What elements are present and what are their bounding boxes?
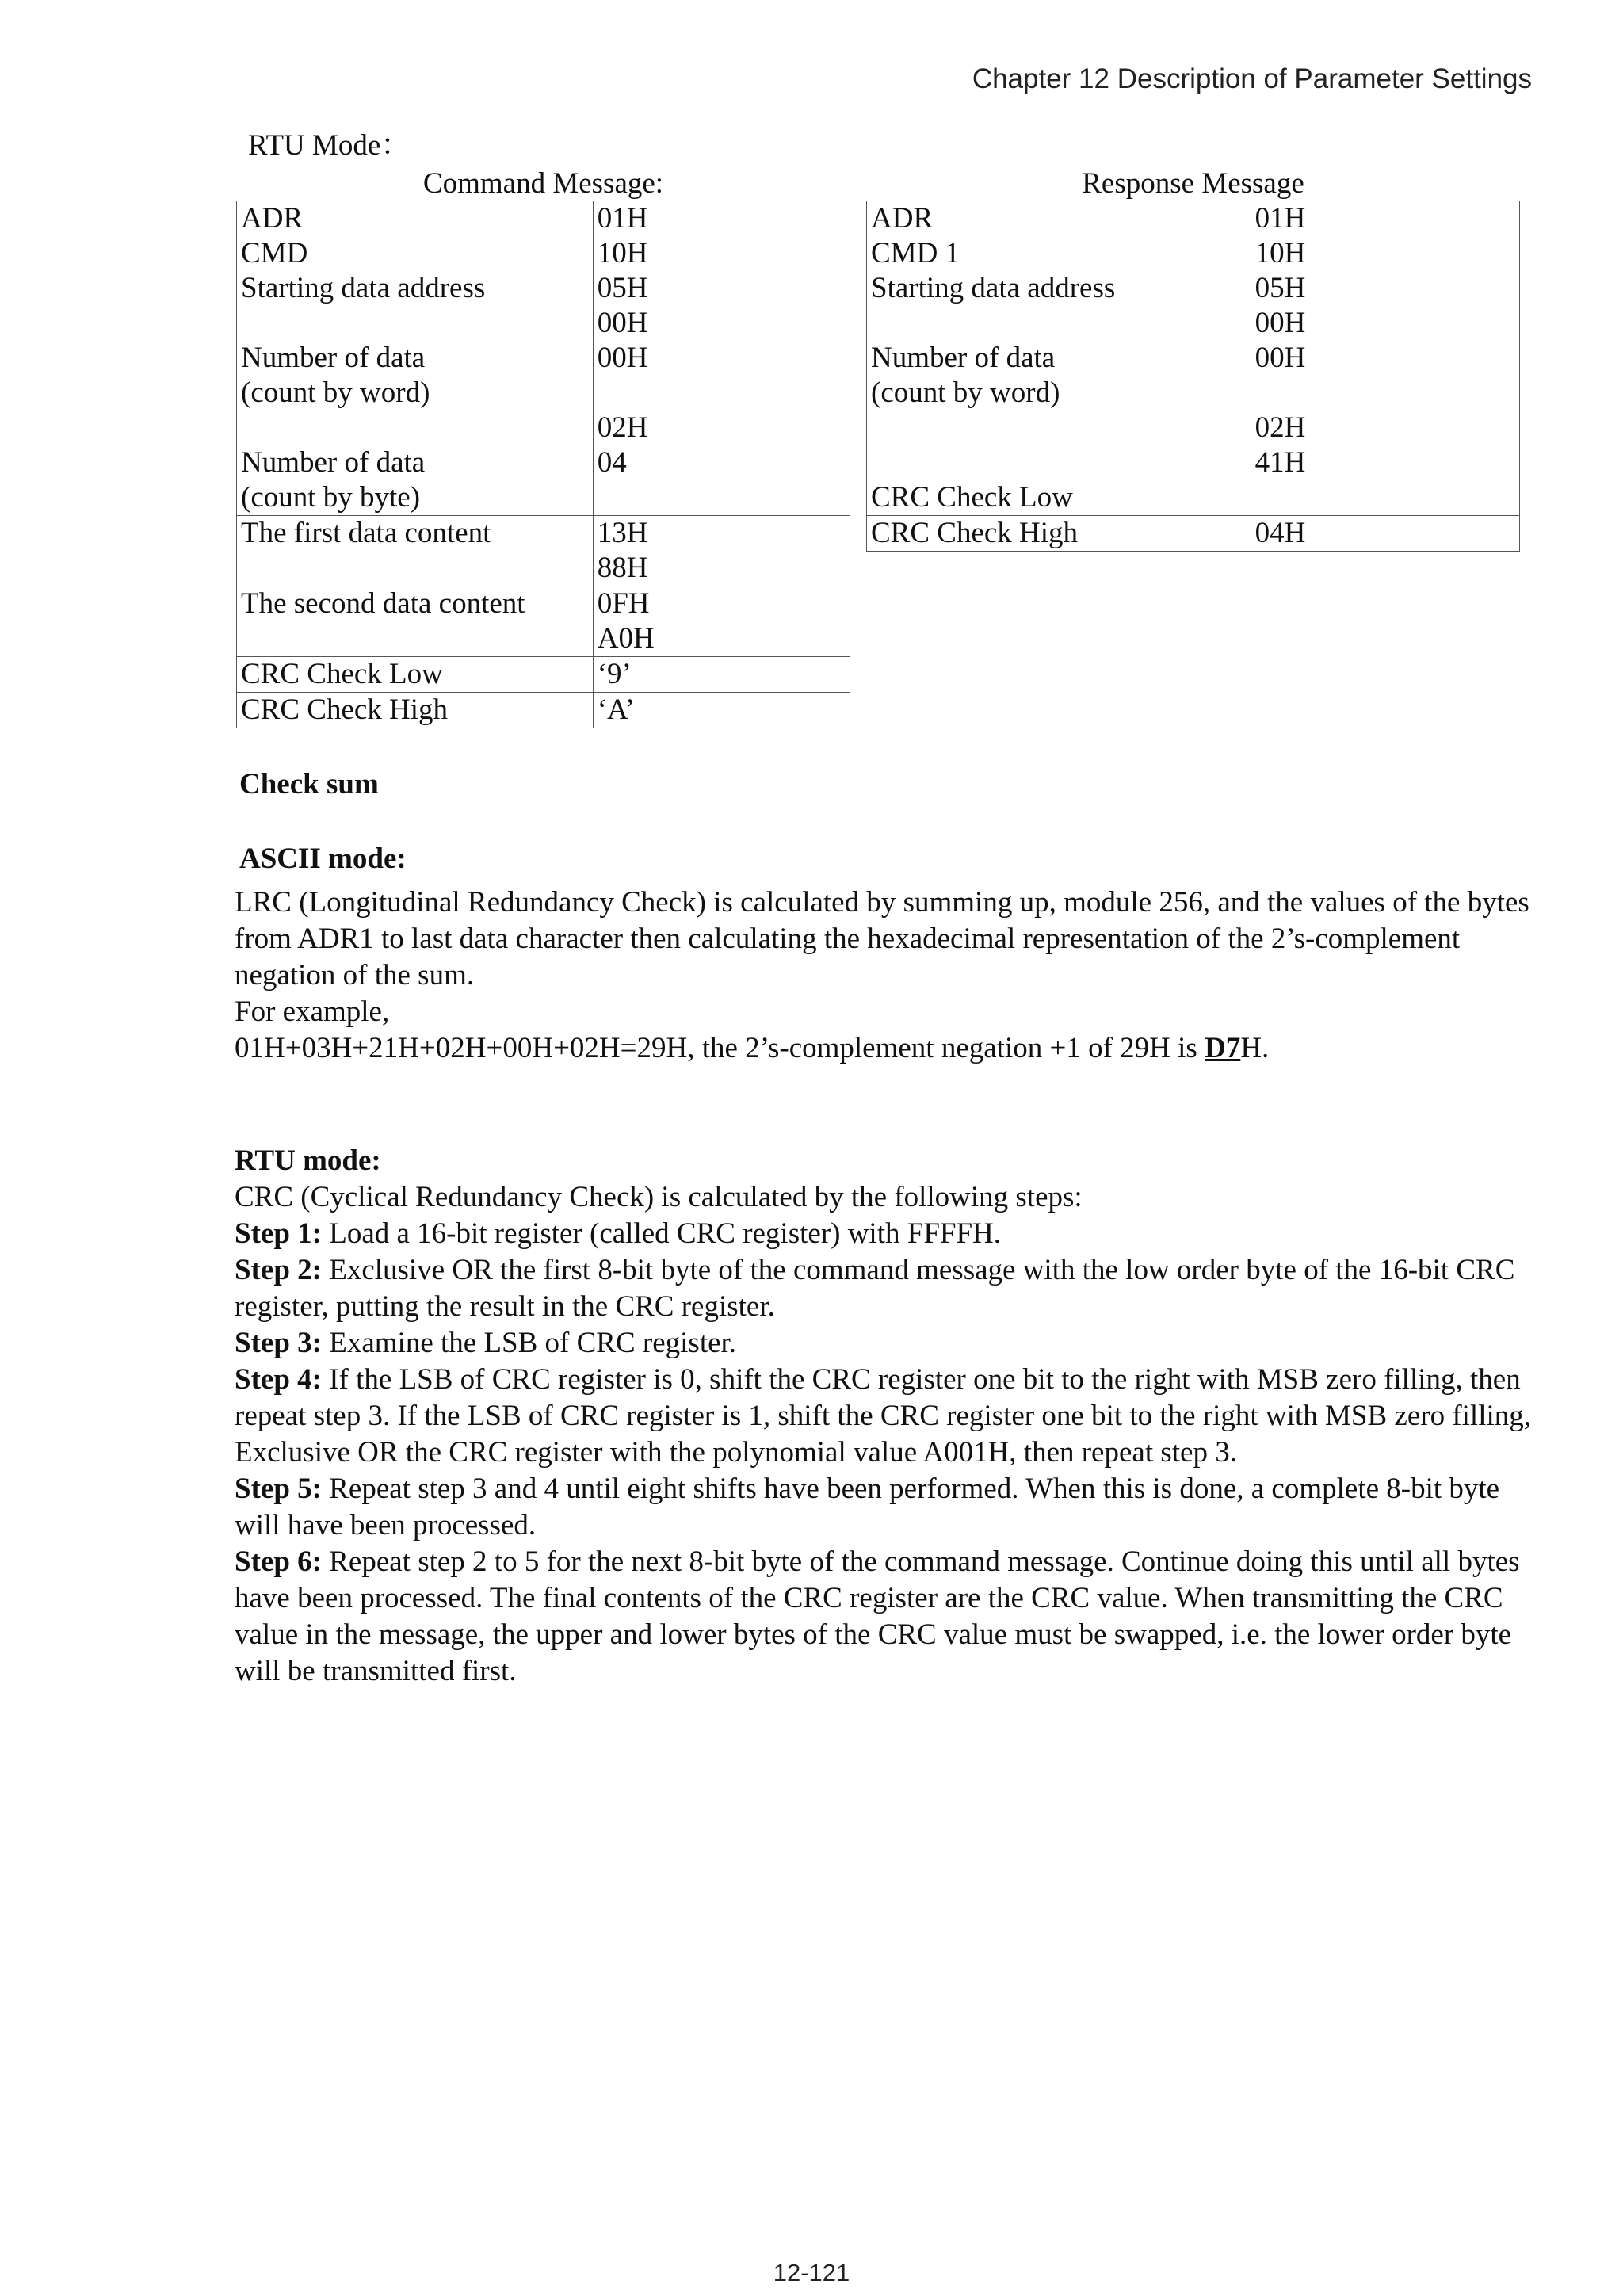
crc-step-text: Exclusive OR the first 8-bit byte of the command message with the low order byte of the 16-bit CRC register, putting the result in the CRC register. (235, 1254, 1515, 1323)
crc-step-label: Step 3: (235, 1327, 322, 1359)
command-field-line: The first data content (241, 517, 491, 549)
response-field-line: Starting data address (871, 272, 1116, 304)
command-value-line: 88H (597, 552, 648, 584)
command-field-cell (237, 516, 594, 586)
command-field-line: (count by byte) (241, 481, 421, 514)
response-row (867, 201, 1520, 516)
response-value-line (1255, 376, 1519, 411)
crc-step-text: Load a 16-bit register (called CRC register) with FFFFH. (321, 1217, 1002, 1250)
command-value-line (598, 480, 850, 515)
command-value-cell (593, 201, 850, 516)
response-field-line (871, 445, 1251, 480)
crc-step (235, 1544, 1534, 1690)
crc-step-text: Examine the LSB of CRC register. (321, 1327, 737, 1359)
example-post: H. (1240, 1032, 1270, 1064)
ascii-section (235, 884, 1534, 1067)
rtu-section (235, 1143, 1534, 1690)
crc-step (235, 1471, 1534, 1544)
response-field-line: CRC Check High (871, 517, 1079, 549)
checksum-heading: Check sum (239, 768, 379, 800)
example-pre: 01H+03H+21H+02H+00H+02H=29H, the 2’s-complement negation +1 of 29H is (235, 1032, 1205, 1064)
crc-step-label: Step 6: (235, 1545, 322, 1578)
response-value-line: 04H (1254, 517, 1306, 549)
example-result: D7 (1205, 1032, 1241, 1064)
command-row (237, 201, 850, 516)
page-header: Chapter 12 Description of Parameter Settings (972, 63, 1532, 94)
command-value-line: A0H (597, 622, 655, 655)
response-value-line: 05H (1254, 272, 1306, 304)
response-field-cell (867, 201, 1251, 516)
response-value-cell (1251, 201, 1519, 516)
crc-step-text: Repeat step 2 to 5 for the next 8-bit byte of the command message. Continue doing this until all bytes have been processed. The final contents of the CRC register are the CRC value. When transmitting the CRC value in the message, the upper and lower bytes of the CRC value must be swapped, i.e. the lower order byte will be transmitted first. (235, 1545, 1520, 1687)
page-number: 12-121 (773, 2259, 850, 2286)
crc-step (235, 1362, 1534, 1471)
response-field-line (871, 411, 1251, 445)
command-row (237, 586, 850, 657)
command-field-line: CRC Check Low (241, 658, 443, 690)
ascii-paragraph: LRC (Longitudinal Redundancy Check) is calculated by summing up, module 256, and the values of the bytes from ADR1 to last data character then calculating the hexadecimal representation of the 2’s-complement negation of the sum. (235, 886, 1529, 991)
command-field-line (241, 621, 593, 656)
crc-step (235, 1216, 1534, 1252)
response-value-line: 00H (1254, 342, 1306, 374)
response-value-cell (1251, 516, 1519, 552)
command-value-line: 05H (597, 272, 648, 304)
command-row (237, 693, 850, 728)
command-value-line: ‘A’ (597, 693, 635, 726)
response-field-line: Number of data (871, 342, 1056, 374)
response-message-table (866, 201, 1520, 552)
command-message-table (236, 201, 850, 728)
command-value-line: 01H (597, 202, 648, 235)
command-value-cell (593, 657, 850, 693)
command-value-line: 00H (597, 342, 648, 374)
command-field-line: Number of data (241, 446, 426, 479)
command-value-line: 13H (597, 517, 648, 549)
crc-step-label: Step 4: (235, 1363, 322, 1396)
command-field-cell (237, 586, 594, 657)
ascii-mode-heading: ASCII mode: (239, 842, 407, 875)
command-field-line (241, 411, 593, 445)
command-row (237, 657, 850, 693)
rtu-mode-heading: RTU mode: (235, 1144, 381, 1177)
crc-step-text: Repeat step 3 and 4 until eight shifts have been performed. When this is done, a complete 8-bit byte will have been processed. (235, 1473, 1500, 1541)
command-field-cell (237, 201, 594, 516)
command-field-line: CRC Check High (241, 693, 449, 726)
command-value-line: 10H (597, 237, 648, 269)
crc-step-text: If the LSB of CRC register is 0, shift the CRC register one bit to the right with MSB zero filling, then repeat step 3. If the LSB of CRC register is 1, shift the CRC register one bit to the right with MSB zero filling, Exclusive OR the CRC register with the polynomial value A001H, then repeat step 3. (235, 1363, 1532, 1469)
command-message-caption: Command Message: (422, 167, 664, 200)
command-value-cell (593, 516, 850, 586)
response-value-line: 01H (1254, 202, 1306, 235)
command-row (237, 516, 850, 586)
command-field-line: (count by word) (241, 376, 430, 409)
response-value-line (1255, 480, 1519, 515)
command-value-line: 02H (597, 411, 648, 444)
crc-step-label: Step 1: (235, 1217, 322, 1250)
command-field-line (241, 306, 593, 341)
command-value-cell (593, 693, 850, 728)
crc-step (235, 1252, 1534, 1325)
command-value-line: 00H (597, 307, 648, 339)
command-field-line: ADR (241, 202, 304, 235)
response-field-line: CMD 1 (871, 237, 960, 269)
response-field-line: (count by word) (871, 376, 1060, 409)
example-intro: For example, (235, 995, 390, 1028)
example-line (235, 1030, 1534, 1067)
command-value-line (598, 376, 850, 411)
response-field-line: CRC Check Low (871, 481, 1073, 514)
command-value-line: ‘9’ (597, 658, 632, 690)
response-value-line: 10H (1254, 237, 1306, 269)
command-value-line: 04 (597, 446, 627, 479)
crc-step (235, 1325, 1534, 1362)
response-message-caption: Response Message (1082, 167, 1304, 200)
response-row (867, 516, 1520, 552)
command-value-line: 0FH (597, 587, 650, 620)
command-field-cell (237, 657, 594, 693)
crc-step-label: Step 5: (235, 1473, 322, 1505)
command-field-line: Number of data (241, 342, 426, 374)
command-field-line (241, 551, 593, 586)
command-field-line: The second data content (241, 587, 525, 620)
command-field-cell (237, 693, 594, 728)
rtu-mode-title: RTU Mode： (248, 129, 411, 162)
response-field-line (871, 306, 1251, 341)
response-field-line: ADR (871, 202, 934, 235)
command-field-line: CMD (241, 237, 308, 269)
crc-step-label: Step 2: (235, 1254, 322, 1286)
response-value-line: 02H (1254, 411, 1306, 444)
response-value-line: 00H (1254, 307, 1306, 339)
response-field-cell (867, 516, 1251, 552)
response-value-line: 41H (1254, 446, 1306, 479)
rtu-intro: CRC (Cyclical Redundancy Check) is calculated by the following steps: (235, 1181, 1083, 1213)
command-field-line: Starting data address (241, 272, 486, 304)
command-value-cell (593, 586, 850, 657)
